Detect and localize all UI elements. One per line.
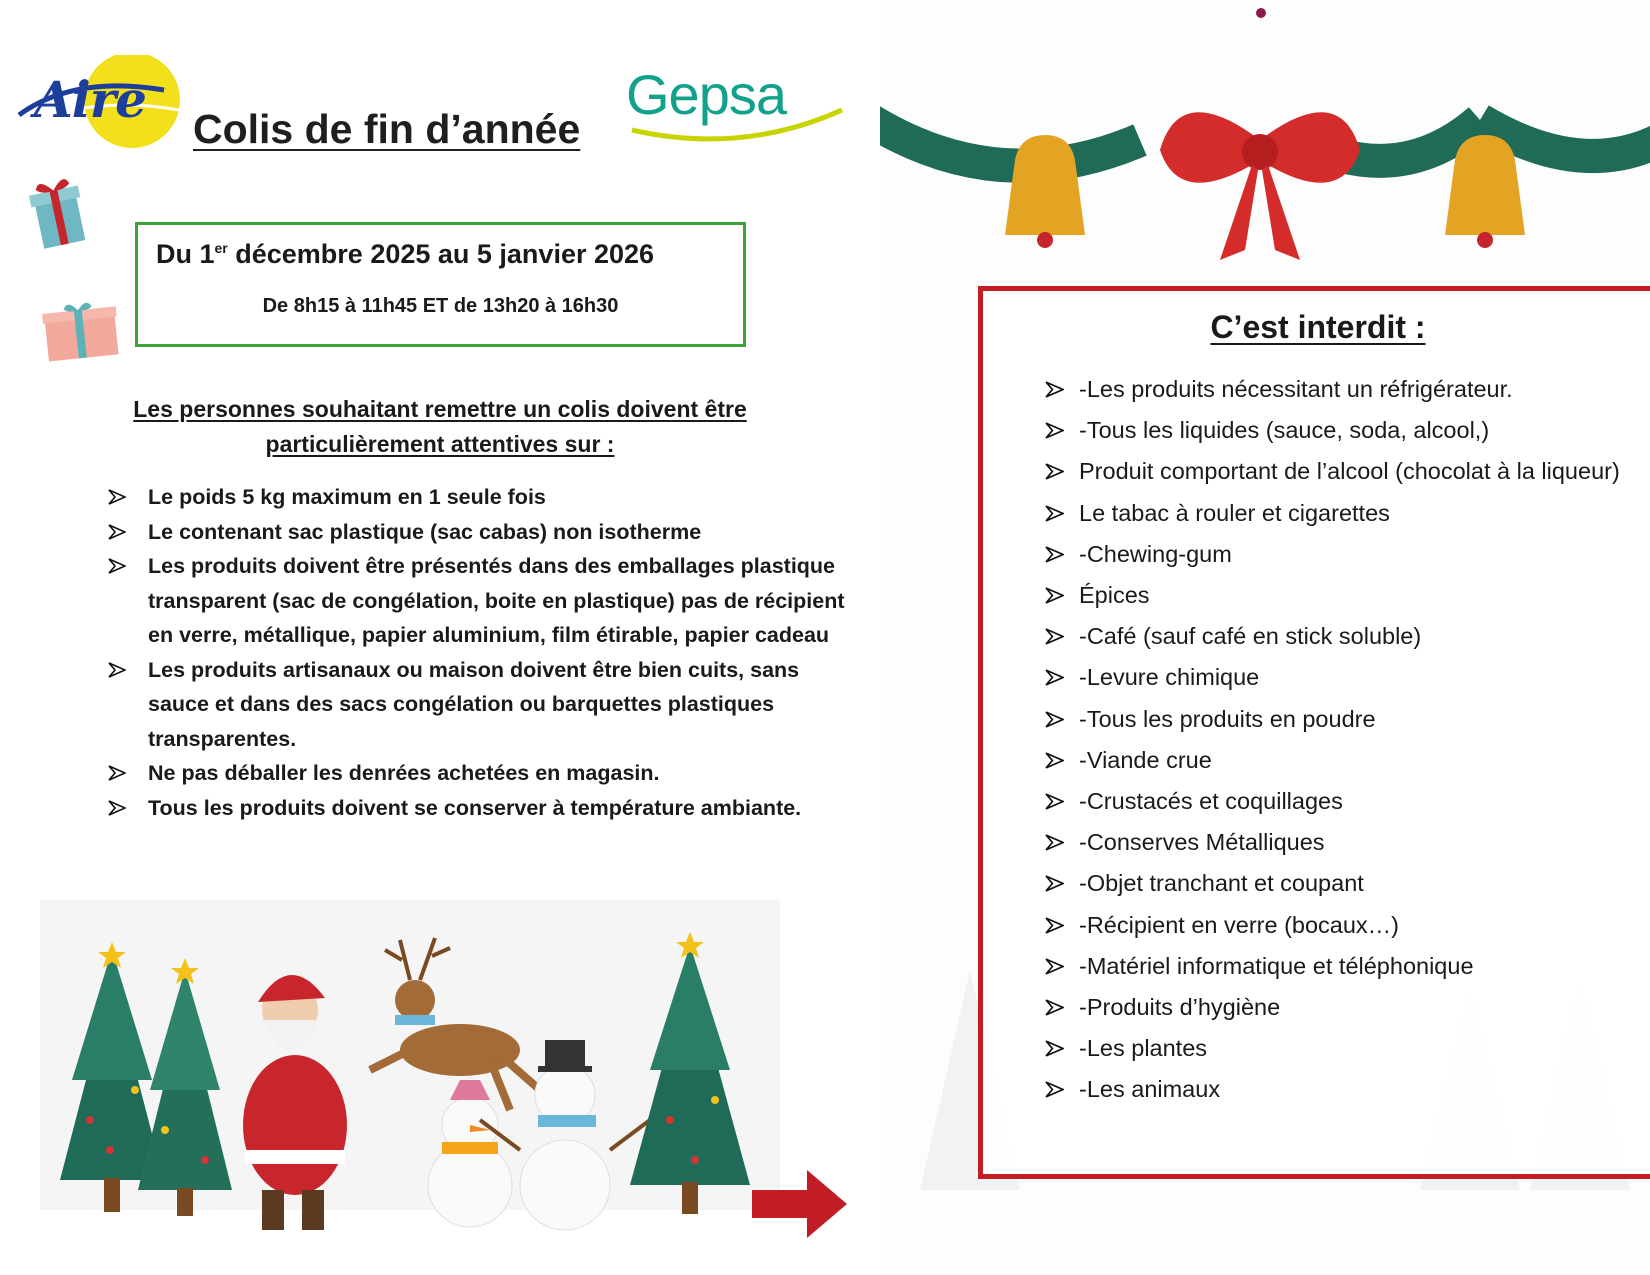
bullet-arrow-icon bbox=[108, 662, 126, 678]
rules-intro: Les personnes souhaitant remettre un colis doivent être particulièrement attentives sur : bbox=[133, 396, 747, 457]
bullet-arrow-icon bbox=[1045, 422, 1064, 439]
bullet-arrow-icon bbox=[1045, 1081, 1064, 1098]
bullet-arrow-icon bbox=[1045, 875, 1064, 892]
gepsa-logo-text: Gepsa bbox=[626, 63, 786, 126]
list-item: -Crustacés et coquillages bbox=[1045, 781, 1635, 822]
bullet-arrow-icon bbox=[1045, 505, 1064, 522]
list-item: -Viande crue bbox=[1045, 740, 1635, 781]
list-item: Ne pas déballer les denrées achetées en magasin. bbox=[108, 756, 848, 791]
forbidden-list bbox=[1045, 369, 1635, 1111]
list-item: Épices bbox=[1045, 575, 1635, 616]
bullet-arrow-icon bbox=[108, 489, 126, 505]
list-item: -Levure chimique bbox=[1045, 657, 1635, 698]
arrow-right-icon bbox=[752, 1170, 847, 1238]
bullet-arrow-icon bbox=[1045, 628, 1064, 645]
christmas-illustration bbox=[40, 920, 790, 1240]
list-item: -Les produits nécessitant un réfrigérateur. bbox=[1045, 369, 1635, 410]
forbidden-title: C’est interdit : bbox=[1210, 309, 1426, 345]
list-item: -Matériel informatique et téléphonique bbox=[1045, 946, 1635, 987]
list-item: Le tabac à rouler et cigarettes bbox=[1045, 493, 1635, 534]
page-title: Colis de fin d’année bbox=[193, 106, 581, 152]
bullet-arrow-icon bbox=[1045, 958, 1064, 975]
list-item: -Chewing-gum bbox=[1045, 534, 1635, 575]
bow-icon bbox=[1160, 112, 1360, 260]
bullet-arrow-icon bbox=[108, 558, 126, 574]
bullet-arrow-icon bbox=[1045, 793, 1064, 810]
bullet-arrow-icon bbox=[1045, 587, 1064, 604]
list-item: -Conserves Métalliques bbox=[1045, 822, 1635, 863]
date-range: Du 1er décembre 2025 au 5 janvier 2026 bbox=[156, 239, 655, 269]
snowman-icon bbox=[428, 1080, 512, 1227]
bullet-arrow-icon bbox=[1045, 1040, 1064, 1057]
list-item: -Tous les produits en poudre bbox=[1045, 699, 1635, 740]
list-item: -Café (sauf café en stick soluble) bbox=[1045, 616, 1635, 657]
bullet-arrow-icon bbox=[1045, 917, 1064, 934]
bullet-arrow-icon bbox=[1045, 669, 1064, 686]
bullet-arrow-icon bbox=[1045, 546, 1064, 563]
bullet-arrow-icon bbox=[1045, 711, 1064, 728]
bullet-arrow-icon bbox=[1045, 463, 1064, 480]
list-item: -Objet tranchant et coupant bbox=[1045, 863, 1635, 904]
list-item: Les produits artisanaux ou maison doivent être bien cuits, sans sauce et dans des sacs congélation ou barquettes plastiques transparentes. bbox=[108, 653, 848, 757]
list-item: Les produits doivent être présentés dans des emballages plastique transparent (sac de congélation, boite en plastique) pas de récipient en verre, métallique, papier aluminium, film étirable, papier cadeau bbox=[108, 549, 848, 653]
list-item: Le poids 5 kg maximum en 1 seule fois bbox=[108, 480, 848, 515]
list-item: -Produits d’hygiène bbox=[1045, 987, 1635, 1028]
gift-box-icon bbox=[42, 300, 120, 362]
list-item: Produit comportant de l’alcool (chocolat à la liqueur) bbox=[1045, 451, 1635, 492]
bullet-arrow-icon bbox=[108, 800, 126, 816]
bullet-arrow-icon bbox=[1045, 834, 1064, 851]
garland-decoration bbox=[880, 60, 1650, 270]
list-item: -Les plantes bbox=[1045, 1028, 1635, 1069]
rules-list bbox=[108, 480, 848, 825]
scan-mark bbox=[1256, 8, 1266, 18]
bullet-arrow-icon bbox=[108, 524, 126, 540]
list-item: -Les animaux bbox=[1045, 1069, 1635, 1110]
reindeer-icon bbox=[370, 938, 540, 1110]
list-item: -Récipient en verre (bocaux…) bbox=[1045, 905, 1635, 946]
date-box bbox=[135, 222, 746, 347]
santa-icon bbox=[243, 975, 347, 1230]
bullet-arrow-icon bbox=[1045, 752, 1064, 769]
christmas-tree-icon bbox=[138, 958, 232, 1216]
bullet-arrow-icon bbox=[1045, 381, 1064, 398]
list-item: Tous les produits doivent se conserver à température ambiante. bbox=[108, 791, 848, 826]
list-item: -Tous les liquides (sauce, soda, alcool,) bbox=[1045, 410, 1635, 451]
christmas-tree-icon bbox=[630, 932, 750, 1214]
bullet-arrow-icon bbox=[108, 765, 126, 781]
forbidden-items-box bbox=[978, 286, 1650, 1179]
opening-hours: De 8h15 à 11h45 ET de 13h20 à 16h30 bbox=[262, 295, 619, 317]
list-item: Le contenant sac plastique (sac cabas) non isotherme bbox=[108, 515, 848, 550]
bullet-arrow-icon bbox=[1045, 999, 1064, 1016]
gift-icon bbox=[28, 172, 90, 252]
aire-logo-text: Aire bbox=[34, 70, 146, 129]
